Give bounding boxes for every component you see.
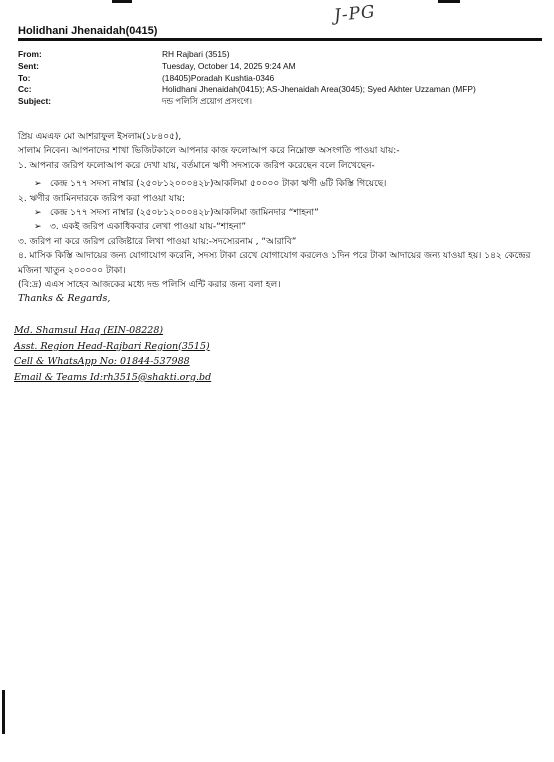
field-sent — [18, 61, 542, 73]
arrow-bullet-icon: ➢ — [34, 179, 42, 190]
intro: সালাম নিবেন। আপনাদের শাখা ভিজিটকালে আপনার কাজ ফলোআপ করে নিম্নোক্ত অসংগতি পাওয়া যায়:- — [18, 146, 400, 157]
scan-edge-mark-left — [2, 690, 5, 734]
arrow-bullet-icon: ➢ — [34, 208, 42, 219]
field-label: Sent: — [18, 60, 39, 71]
bullet-item — [18, 220, 540, 234]
note: (বি:দ্র) এএস সাহেব আজকের মধ্যে দন্ড পলিসি এন্টি করার জন্য বলা হল। — [18, 280, 281, 291]
field-value: দন্ড পলিসি প্রয়োগ প্রসংগে। — [162, 96, 253, 107]
mailbox-owner: Holidhani Jhenaidah(0415) — [18, 25, 158, 37]
point-1: ১. আপনার জরিপ ফলোআপ করে দেখা যায়, বর্তমানে ঋণী সদস্যকে জরিপ করেছেন বলে লিখেছেন- — [18, 160, 375, 171]
scan-edge-mark-top-left — [112, 0, 132, 3]
field-value: RH Rajbari (3515) — [162, 49, 230, 59]
field-label: Subject: — [18, 96, 52, 107]
field-cc — [18, 84, 542, 96]
email-body — [18, 130, 540, 292]
handwritten-mark: J-PG — [333, 1, 377, 27]
arrow-bullet-icon: ➢ — [34, 222, 42, 233]
bullet-item — [18, 206, 540, 220]
field-to — [18, 73, 542, 85]
bullet-item — [18, 177, 540, 191]
signature-name: Md. Shamsul Haq (EIN-08228) — [14, 325, 164, 336]
point-2: ২. ঋণীর জামিনদারকে জরিপ করা পাওয়া যায়: — [18, 193, 186, 204]
greeting: প্রিয় এমএফ মো আশরাফুল ইসলাম(১৮৪০৫), — [18, 132, 182, 142]
signature-email: Email & Teams Id:rh3515@shakti.org.bd — [14, 371, 212, 383]
bullet-text: কেন্দ্র ১৭৭ সদস্য নাম্বার (২৫০৮১২০০০৪২৮)আকলিমা ৫০০০০ টাকা ঋণী ৬টি কিস্তি গিয়েছে। — [50, 179, 387, 190]
bullet-text: ৩. একই জরিপ একাধিকবার লেখা পাওয়া যায়-“শাহনা” — [50, 222, 247, 233]
closing: Thanks & Regards, — [18, 293, 111, 304]
field-value: Tuesday, October 14, 2025 9:24 AM — [162, 60, 296, 71]
signature-title: Asst. Region Head-Rajbari Region(3515) — [14, 340, 210, 352]
signature-block — [14, 323, 211, 385]
scan-edge-mark-top-right — [438, 0, 460, 3]
field-subject — [18, 96, 542, 108]
bullet-text: কেন্দ্র ১৭৭ সদস্য নাম্বার (২৫০৮১২০০০৪২৮)আকলিমা জামিনদার “শাহনা” — [50, 208, 319, 219]
point-4: ৪. মাসিক কিস্তি আদায়ের জন্য যোগাযোগ করেনি, সদস্য টাকা রেখে যোগাযোগ করলেও ১দিন পরে টাকা আদায়ের জন্য যাওয়া হয়। ১৪২ কেন্দ্রের মজিনা খাতুন ২০০০০০ টাকা। — [18, 251, 531, 276]
signature-phone: Cell & WhatsApp No: 01844-537988 — [14, 356, 190, 368]
field-value: (18405)Poradah Kushtia-0346 — [162, 72, 275, 83]
email-header-fields — [18, 49, 542, 108]
field-from — [18, 49, 542, 61]
point-3: ৩. জরিপ না করে জরিপ রেজিষ্টারে লিখা পাওয়া যায়:-সদস্যেরনাম , “আরাবি” — [18, 236, 297, 247]
field-label: From: — [18, 49, 42, 59]
header-divider — [18, 38, 542, 41]
field-value: Holidhani Jhenaidah(0415); AS-Jhenaidah Area(3045); Syed Akhter Uzzaman (MFP) — [162, 84, 476, 95]
field-label: Cc: — [18, 84, 32, 95]
field-label: To: — [18, 72, 31, 83]
